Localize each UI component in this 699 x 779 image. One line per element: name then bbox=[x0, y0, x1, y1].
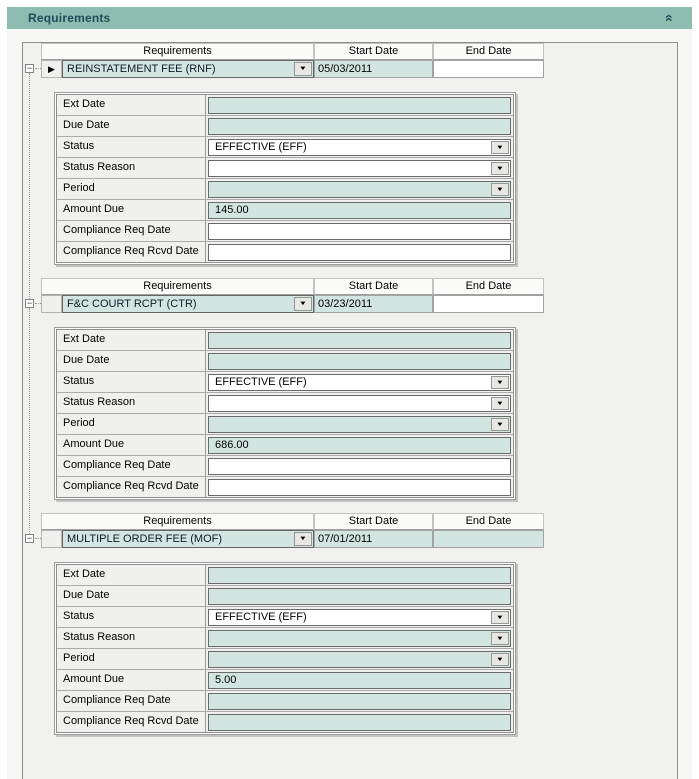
chevron-down-icon: ▼ bbox=[298, 66, 308, 72]
column-header-start-date: Start Date bbox=[314, 513, 433, 530]
field-label: Compliance Req Date bbox=[57, 221, 206, 241]
dropdown-button[interactable] bbox=[491, 397, 509, 410]
field-row-status bbox=[57, 137, 513, 158]
start-date-cell[interactable]: 05/03/2011 bbox=[314, 60, 433, 78]
field-value bbox=[209, 694, 510, 709]
end-date-cell[interactable] bbox=[433, 295, 544, 313]
tree-line bbox=[29, 308, 31, 534]
field-value bbox=[209, 245, 510, 260]
field-value bbox=[209, 119, 510, 134]
row-selector-cell[interactable] bbox=[41, 60, 62, 78]
field-label: Period bbox=[57, 179, 206, 199]
field-label: Ext Date bbox=[57, 565, 206, 585]
chevron-down-icon: ▼ bbox=[495, 635, 505, 642]
field-label: Status bbox=[57, 137, 206, 157]
dropdown-button[interactable] bbox=[294, 297, 312, 311]
combobox-value: EFFECTIVE (EFF) bbox=[215, 611, 307, 623]
due-date-field bbox=[208, 353, 511, 370]
field-value bbox=[209, 354, 510, 369]
tree-collapse-icon: − bbox=[26, 62, 33, 73]
requirement-detail-panel bbox=[54, 562, 516, 735]
status-reason-combobox[interactable] bbox=[208, 630, 511, 647]
ext-date-field bbox=[208, 567, 511, 584]
column-header-start-date: Start Date bbox=[314, 43, 433, 60]
combobox-value: EFFECTIVE (EFF) bbox=[215, 376, 307, 388]
field-label: Compliance Req Rcvd Date bbox=[57, 712, 206, 732]
field-row-status-reason bbox=[57, 628, 513, 649]
dropdown-button[interactable] bbox=[491, 418, 509, 431]
compliance-req-date-input[interactable] bbox=[208, 458, 511, 475]
column-header-start-date: Start Date bbox=[314, 278, 433, 295]
column-header-requirements: Requirements bbox=[41, 513, 314, 530]
chevron-double-up-icon: « bbox=[661, 14, 678, 22]
field-row-ext-date bbox=[57, 330, 513, 351]
field-row-compliance-req-rcvd-date bbox=[57, 712, 513, 732]
requirement-combobox-value: REINSTATEMENT FEE (RNF) bbox=[67, 63, 216, 75]
requirement-detail-panel bbox=[54, 327, 516, 500]
row-selector-cell[interactable] bbox=[41, 295, 62, 313]
chevron-down-icon: ▼ bbox=[495, 165, 505, 172]
dropdown-button[interactable] bbox=[491, 653, 509, 666]
field-value bbox=[209, 459, 510, 474]
field-label: Due Date bbox=[57, 351, 206, 371]
column-header-end-date: End Date bbox=[433, 43, 544, 60]
field-row-compliance-req-rcvd-date bbox=[57, 242, 513, 262]
field-label: Compliance Req Date bbox=[57, 691, 206, 711]
combobox-value bbox=[209, 652, 490, 667]
field-value bbox=[209, 224, 510, 239]
requirement-detail-panel bbox=[54, 92, 516, 265]
field-label: Compliance Req Rcvd Date bbox=[57, 477, 206, 497]
status-reason-combobox[interactable] bbox=[208, 160, 511, 177]
chevron-down-icon: ▼ bbox=[298, 536, 308, 542]
column-header-requirements: Requirements bbox=[41, 43, 314, 60]
field-label: Ext Date bbox=[57, 330, 206, 350]
chevron-down-icon: ▼ bbox=[495, 614, 505, 621]
combobox-value bbox=[209, 182, 490, 197]
ext-date-field bbox=[208, 332, 511, 349]
start-date-cell[interactable]: 07/01/2011 bbox=[314, 530, 433, 548]
chevron-down-icon: ▼ bbox=[495, 379, 505, 386]
period-combobox[interactable] bbox=[208, 416, 511, 433]
column-header-end-date: End Date bbox=[433, 513, 544, 530]
chevron-down-icon: ▼ bbox=[495, 421, 505, 428]
chevron-down-icon: ▼ bbox=[495, 656, 505, 663]
dropdown-button[interactable] bbox=[294, 62, 312, 76]
period-combobox[interactable] bbox=[208, 651, 511, 668]
row-selector-cell[interactable] bbox=[41, 530, 62, 548]
field-label: Due Date bbox=[57, 586, 206, 606]
compliance-req-date-input[interactable] bbox=[208, 223, 511, 240]
dropdown-button[interactable] bbox=[491, 162, 509, 175]
end-date-cell[interactable] bbox=[433, 530, 544, 548]
field-label: Period bbox=[57, 414, 206, 434]
field-label: Status bbox=[57, 372, 206, 392]
field-value: 686.00 bbox=[215, 439, 249, 451]
tree-collapse-icon: − bbox=[26, 297, 33, 308]
chevron-down-icon: ▼ bbox=[495, 400, 505, 407]
field-value: 5.00 bbox=[215, 674, 237, 686]
field-row-period bbox=[57, 414, 513, 435]
field-row-ext-date bbox=[57, 565, 513, 586]
requirement-combobox-value: F&C COURT RCPT (CTR) bbox=[67, 298, 197, 310]
collapse-panel-button[interactable] bbox=[661, 9, 679, 27]
combobox-value bbox=[209, 161, 490, 176]
field-label: Status Reason bbox=[57, 628, 206, 648]
requirement-combobox[interactable] bbox=[62, 530, 314, 548]
compliance-req-rcvd-date-input[interactable] bbox=[208, 479, 511, 496]
dropdown-button[interactable] bbox=[491, 141, 509, 154]
combobox-value bbox=[209, 396, 490, 411]
field-label: Status bbox=[57, 607, 206, 627]
combobox-value: EFFECTIVE (EFF) bbox=[215, 141, 307, 153]
field-row-status bbox=[57, 607, 513, 628]
dropdown-button[interactable] bbox=[491, 183, 509, 196]
compliance-req-rcvd-date-input[interactable] bbox=[208, 244, 511, 261]
field-value bbox=[209, 98, 510, 113]
field-label: Status Reason bbox=[57, 393, 206, 413]
requirement-combobox-value: MULTIPLE ORDER FEE (MOF) bbox=[67, 533, 223, 545]
field-label: Amount Due bbox=[57, 435, 206, 455]
field-row-period bbox=[57, 179, 513, 200]
column-header-end-date: End Date bbox=[433, 278, 544, 295]
field-row-amount-due bbox=[57, 200, 513, 221]
due-date-field bbox=[208, 118, 511, 135]
combobox-value bbox=[209, 631, 490, 646]
dropdown-button[interactable] bbox=[491, 376, 509, 389]
column-header-requirements: Requirements bbox=[41, 278, 314, 295]
dropdown-button[interactable] bbox=[491, 632, 509, 645]
field-label: Period bbox=[57, 649, 206, 669]
field-label: Due Date bbox=[57, 116, 206, 136]
requirements-grid bbox=[22, 42, 678, 779]
field-row-amount-due bbox=[57, 670, 513, 691]
period-combobox[interactable] bbox=[208, 181, 511, 198]
current-row-pointer-icon: ▶ bbox=[48, 63, 55, 74]
dropdown-button[interactable] bbox=[294, 532, 312, 546]
chevron-down-icon: ▼ bbox=[495, 186, 505, 193]
status-combobox[interactable] bbox=[208, 139, 511, 156]
field-label: Compliance Req Rcvd Date bbox=[57, 242, 206, 262]
dropdown-button[interactable] bbox=[491, 611, 509, 624]
field-label: Ext Date bbox=[57, 95, 206, 115]
field-label: Compliance Req Date bbox=[57, 456, 206, 476]
field-value bbox=[209, 715, 510, 730]
field-value bbox=[209, 333, 510, 348]
field-row-period bbox=[57, 649, 513, 670]
field-row-status bbox=[57, 372, 513, 393]
requirement-combobox[interactable] bbox=[62, 60, 314, 78]
field-row-due-date bbox=[57, 116, 513, 137]
field-row-due-date bbox=[57, 351, 513, 372]
field-row-amount-due bbox=[57, 435, 513, 456]
field-label: Amount Due bbox=[57, 200, 206, 220]
status-combobox[interactable] bbox=[208, 374, 511, 391]
start-date-cell[interactable]: 03/23/2011 bbox=[314, 295, 433, 313]
amount-due-field bbox=[208, 437, 511, 454]
field-value bbox=[209, 568, 510, 583]
field-value bbox=[209, 480, 510, 495]
requirement-section-1 bbox=[23, 43, 677, 278]
status-combobox[interactable] bbox=[208, 609, 511, 626]
ext-date-field bbox=[208, 97, 511, 114]
compliance-req-rcvd-date-input bbox=[208, 714, 511, 731]
field-row-compliance-req-date bbox=[57, 691, 513, 712]
requirements-panel-header bbox=[7, 7, 692, 29]
field-row-status-reason bbox=[57, 158, 513, 179]
chevron-down-icon: ▼ bbox=[298, 301, 308, 307]
field-value: 145.00 bbox=[215, 204, 249, 216]
field-row-compliance-req-date bbox=[57, 456, 513, 477]
requirement-section-3 bbox=[23, 513, 677, 748]
chevron-down-icon: ▼ bbox=[495, 144, 505, 151]
due-date-field bbox=[208, 588, 511, 605]
panel-title: Requirements bbox=[28, 11, 111, 25]
field-row-status-reason bbox=[57, 393, 513, 414]
requirement-section-2 bbox=[23, 278, 677, 513]
amount-due-field bbox=[208, 672, 511, 689]
field-label: Amount Due bbox=[57, 670, 206, 690]
end-date-cell[interactable] bbox=[433, 60, 544, 78]
tree-collapse-icon: − bbox=[26, 532, 33, 543]
field-row-ext-date bbox=[57, 95, 513, 116]
field-value bbox=[209, 589, 510, 604]
compliance-req-date-input bbox=[208, 693, 511, 710]
field-row-compliance-req-date bbox=[57, 221, 513, 242]
combobox-value bbox=[209, 417, 490, 432]
tree-line bbox=[29, 73, 31, 299]
field-label: Status Reason bbox=[57, 158, 206, 178]
field-row-compliance-req-rcvd-date bbox=[57, 477, 513, 497]
field-row-due-date bbox=[57, 586, 513, 607]
status-reason-combobox[interactable] bbox=[208, 395, 511, 412]
amount-due-field bbox=[208, 202, 511, 219]
requirement-combobox[interactable] bbox=[62, 295, 314, 313]
